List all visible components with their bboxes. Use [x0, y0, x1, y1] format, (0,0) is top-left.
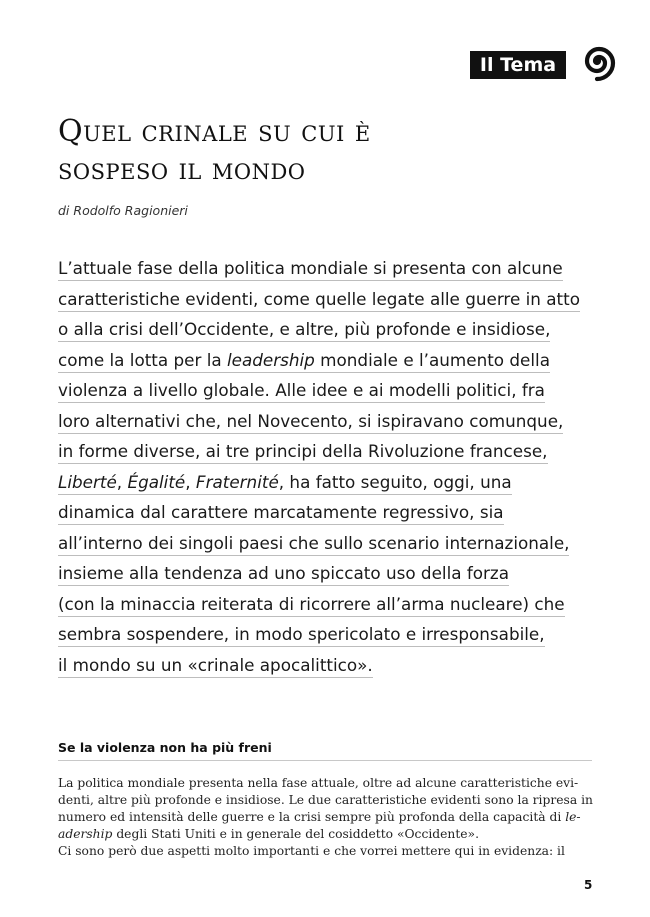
- text-run: sembra sospendere, in modo spericolato e irresponsabile,: [58, 624, 545, 644]
- lead-line: [58, 624, 545, 647]
- text-run: mondiale e l’aumento della: [314, 349, 550, 370]
- lead-line: [58, 502, 504, 525]
- page-number: 5: [584, 878, 593, 892]
- section-label-badge: [470, 51, 566, 79]
- italic-text: Fraternité: [195, 471, 279, 492]
- text-run: caratteristiche evidenti, come quelle legate alle guerre in atto: [58, 288, 580, 309]
- section-heading: Se la violenza non ha più freni: [58, 740, 592, 761]
- lead-line: [58, 533, 569, 556]
- lead-line: [58, 594, 565, 617]
- text-run: L’attuale fase della politica mondiale si presenta con alcune: [58, 258, 563, 278]
- lead-line: [58, 472, 512, 495]
- text-run: degli Stati Uniti e in generale del cosiddetto «Occidente».: [112, 827, 479, 841]
- lead-line: [58, 563, 509, 586]
- article-title: [58, 113, 371, 189]
- lead-line: [58, 411, 563, 434]
- italic-text: le-: [565, 810, 581, 824]
- lead-line: [58, 441, 548, 464]
- text-run: violenza a livello globale. Alle idee e ai modelli politici, fra: [58, 380, 545, 400]
- body-line: [58, 843, 594, 860]
- body-paragraph: [58, 775, 594, 860]
- text-run: il mondo su un «crinale apocalittico».: [58, 654, 373, 675]
- lead-line: [58, 289, 580, 312]
- lead-line: [58, 655, 373, 678]
- text-run: dinamica dal carattere marcatamente regressivo, sia: [58, 502, 504, 522]
- section-label-text: Il Tema: [479, 54, 557, 76]
- text-run: loro alternativi che, nel Novecento, si ispiravano comunque,: [58, 410, 564, 431]
- text-run: Ci sono però due aspetti molto importanti e che vorrei mettere qui in evidenza: il: [58, 844, 565, 858]
- italic-text: leadership: [226, 349, 315, 370]
- title-line: sospeso il mondo: [58, 152, 306, 187]
- lead-line: [58, 258, 563, 281]
- text-run: come la lotta per la: [58, 349, 227, 370]
- text-run: denti, altre più profonde e insidiose. Le due caratteristiche evidenti sono la ripresa in: [58, 793, 593, 807]
- lead-line: [58, 319, 550, 342]
- text-run: numero ed intensità delle guerre e la crisi sempre più profonda della capacità di: [58, 810, 566, 824]
- author-byline: di Rodolfo Ragionieri: [58, 203, 188, 218]
- spiral-icon: [574, 38, 620, 84]
- text-run: , ha fatto seguito, oggi, una: [278, 471, 512, 492]
- body-line: [58, 826, 594, 843]
- text-run: (con la minaccia reiterata di ricorrere all’arma nucleare) che: [58, 593, 565, 614]
- italic-text: Liberté: [58, 471, 117, 492]
- body-line: [58, 809, 594, 826]
- body-line: [58, 775, 594, 792]
- title-line: Quel crinale su cui è: [58, 114, 371, 149]
- body-line: [58, 792, 594, 809]
- text-run: insieme alla tendenza ad uno spiccato uso della forza: [58, 563, 510, 583]
- text-run: La politica mondiale presenta nella fase attuale, oltre ad alcune caratteristiche evi-: [58, 776, 579, 790]
- lead-line: [58, 380, 545, 403]
- lead-paragraph: [58, 258, 580, 685]
- italic-text: adership: [58, 827, 113, 841]
- lead-line: [58, 350, 550, 373]
- text-run: ,: [185, 471, 196, 492]
- text-run: ,: [116, 471, 128, 492]
- text-run: o alla crisi dell’Occidente, e altre, più profonde e insidiose,: [58, 319, 551, 339]
- text-run: all’interno dei singoli paesi che sullo scenario internazionale,: [58, 532, 570, 553]
- italic-text: Égalité: [127, 471, 186, 492]
- text-run: in forme diverse, ai tre principi della Rivoluzione francese,: [58, 441, 548, 461]
